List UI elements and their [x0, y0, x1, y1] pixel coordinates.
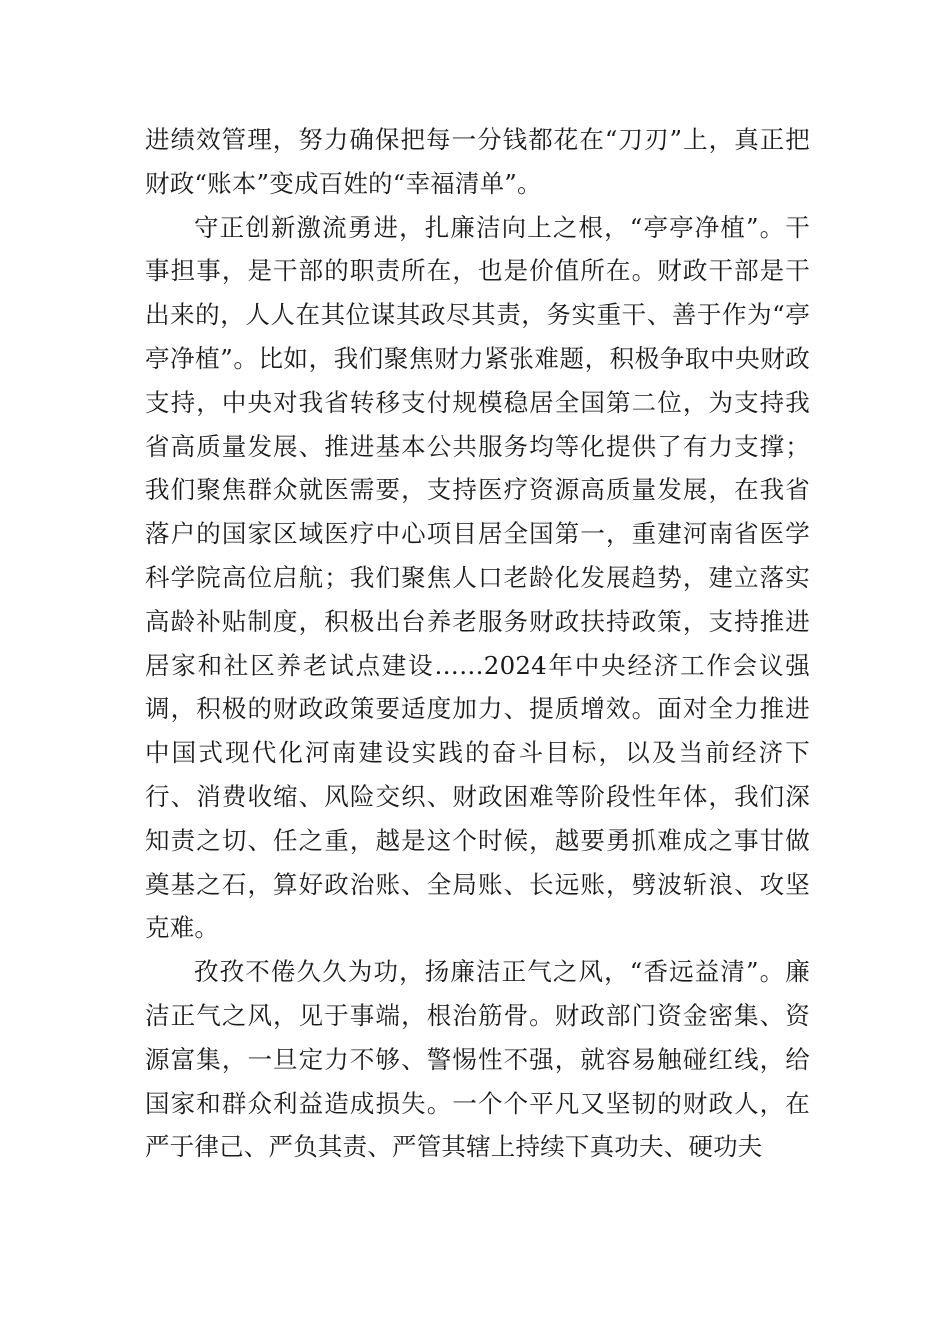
document-body: [145, 118, 810, 1169]
paragraph-3: 孜孜不倦久久为功，扬廉洁正气之风，“香远益清”。廉洁正气之风，见于事端，根治筋骨。财政部门资金密集、资源富集，一旦定力不够、警惕性不强，就容易触碰红线，给国家和群众利益造成损失。一个个平凡又坚韧的财政人，在严于律己、严负其责、严管其辖上持续下真功夫、硬功夫: [145, 957, 810, 1162]
paragraph-2: 守正创新激流勇进，扎廉洁向上之根，“亭亭净植”。干事担事，是干部的职责所在，也是价值所在。财政干部是干出来的，人人在其位谋其政尽其责，务实重干、善于作为“亭亭净植”。比如，我们聚焦财力紧张难题，积极争取中央财政支持，中央对我省转移支付规模稳居全国第二位，为支持我省高质量发展、推进基本公共服务均等化提供了有力支撑；我们聚焦群众就医需要，支持医疗资源高质量发展，在我省落户的国家区域医疗中心项目居全国第一，重建河南省医学科学院高位启航；我们聚焦人口老龄化发展趋势，建立落实高龄补贴制度，积极出台养老服务财政扶持政策，支持推进居家和社区养老试点建设……2024年中央经济工作会议强调，积极的财政政策要适度加力、提质增效。面对全力推进中国式现代化河南建设实践的奋斗目标，以及当前经济下行、消费收缩、风险交织、财政困难等阶段性年体，我们深知责之切、任之重，越是这个时候，越要勇抓难成之事甘做奠基之石，算好政治账、全局账、长远账，劈波斩浪、攻坚克难。: [145, 212, 810, 943]
paragraph-1: 进绩效管理，努力确保把每一分钱都花在“刀刃”上，真正把财政“账本”变成百姓的“幸福清单”。: [145, 125, 810, 198]
